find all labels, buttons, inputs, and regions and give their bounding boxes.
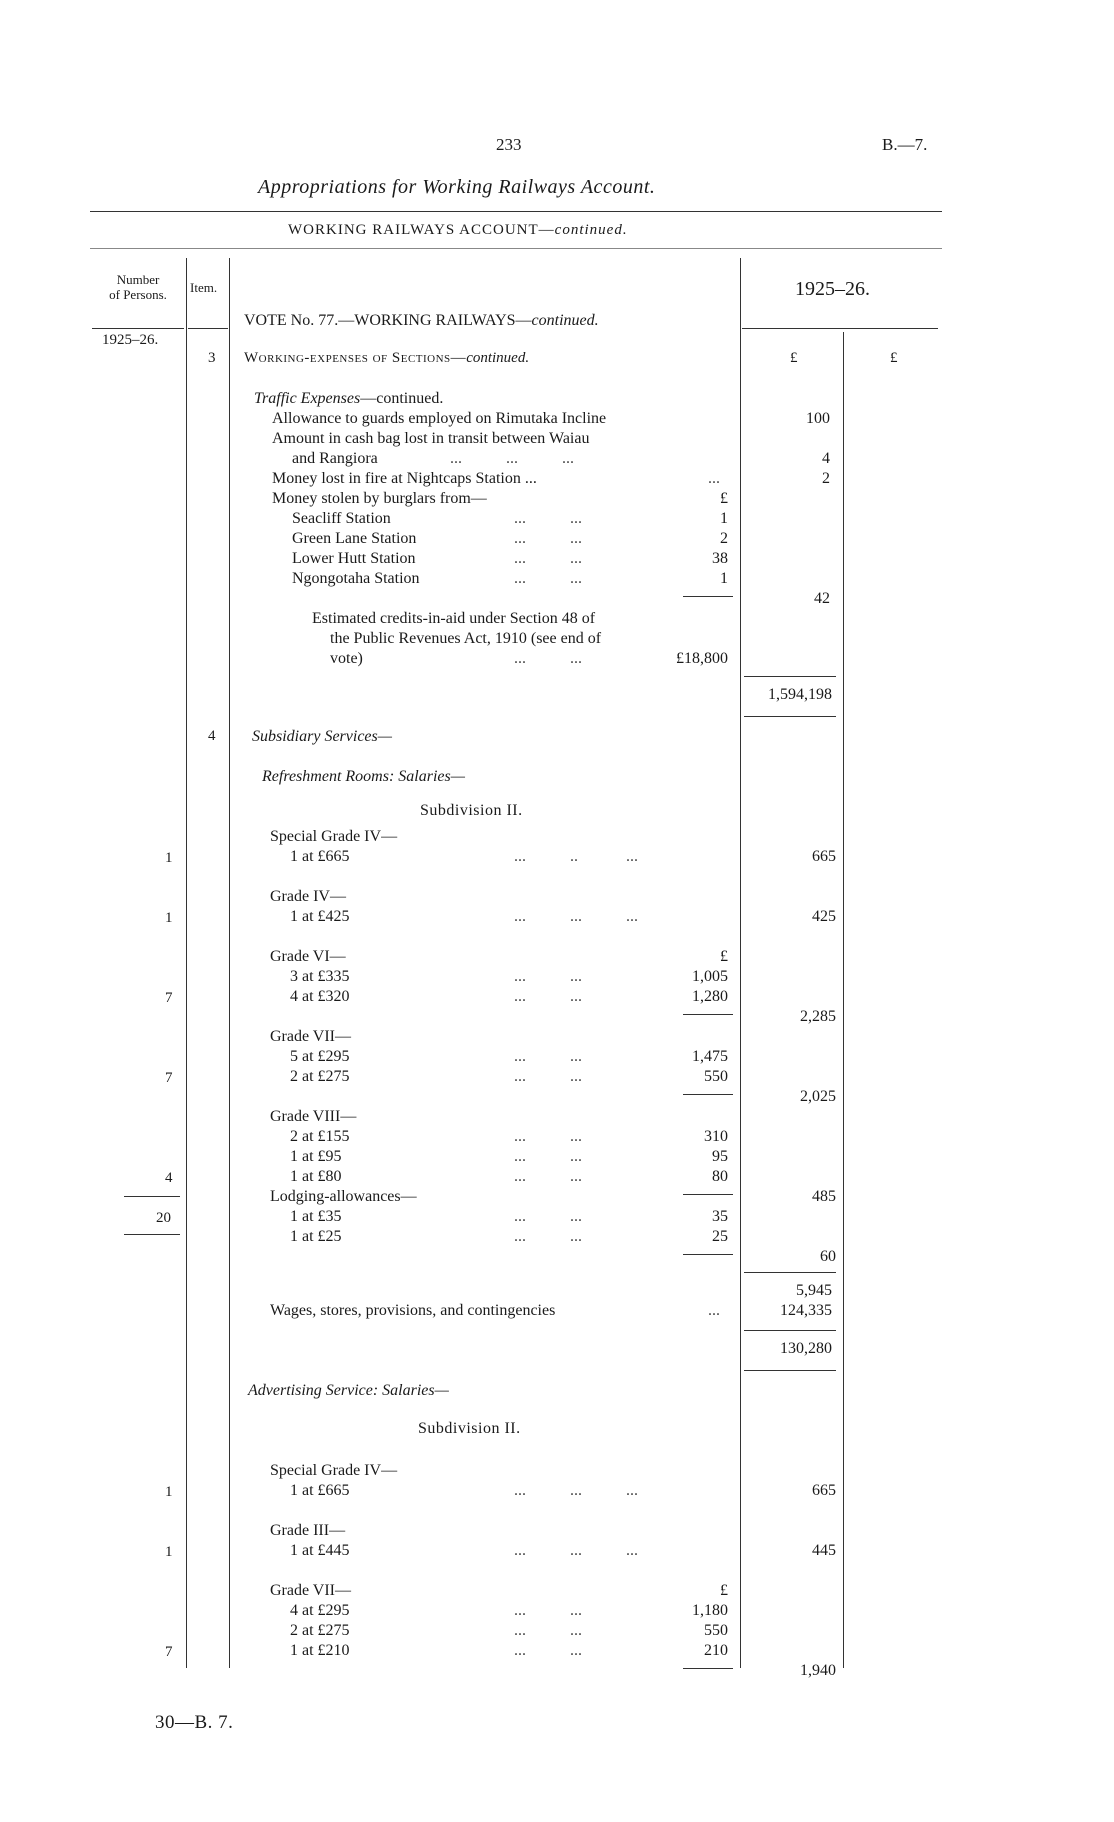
burglary-label: Money stolen by burglars from— <box>272 490 487 507</box>
item-3-total: 1,594,198 <box>768 686 832 703</box>
salaries-total-rule <box>744 1272 836 1273</box>
station-name-ngongotaha: Ngongotaha Station <box>292 570 420 587</box>
grade-iv-dots: ... ... ... <box>514 908 638 925</box>
persons-header-line1: Number <box>116 272 160 287</box>
adv-grade-vii-subtotal-rule <box>683 1668 733 1669</box>
vote-title-continued: continued. <box>531 312 599 329</box>
lodging-line1: 1 at £35 <box>290 1208 342 1225</box>
grade-vii-label: Grade VII— <box>270 1028 352 1045</box>
adv-grade-vii-line1: 4 at £295 <box>290 1602 350 1619</box>
item-3-total-rule-bottom <box>744 716 836 717</box>
lodging-line2: 1 at £25 <box>290 1228 342 1245</box>
credits-leader-dots: ... ... <box>514 650 582 667</box>
special-grade-iv-label: Special Grade IV— <box>270 828 398 845</box>
persons-head-rule <box>92 328 184 329</box>
grade-viii-subtotal-rule <box>683 1194 733 1195</box>
grade-viii-dots: ... ... <box>514 1128 582 1145</box>
station-name-green-lane: Green Lane Station <box>292 530 417 547</box>
section-subtitle <box>288 222 628 239</box>
cash-bag-label-line1: Amount in cash bag lost in transit between Waiau <box>272 430 590 447</box>
subtitle-continued: continued. <box>554 222 628 238</box>
persons-year: 1925–26. <box>102 332 159 348</box>
grade-viii-line3-amount: 80 <box>712 1168 728 1185</box>
grade-iv-amount: 425 <box>812 908 836 925</box>
cash-bag-leader-dots: ... ... ... <box>450 450 574 467</box>
adv-grade-iii-amount: 445 <box>812 1542 836 1559</box>
cash-bag-label-line2: and Rangiora <box>292 450 378 467</box>
grade-vii-dots: ... ... <box>514 1048 582 1065</box>
persons-total: 20 <box>156 1210 171 1226</box>
subsidiary-services-heading: Subsidiary Services— <box>252 728 392 745</box>
refreshment-total: 130,280 <box>780 1340 832 1357</box>
grade-viii-line2-amount: 95 <box>712 1148 728 1165</box>
station-leader-dots: ... ... <box>514 570 582 587</box>
grade-vi-dots: ... ... <box>514 988 582 1005</box>
wages-amount: 124,335 <box>780 1302 832 1319</box>
grade-vii-subtotal-rule <box>683 1094 733 1095</box>
grade-vi-line2-amount: 1,280 <box>692 988 728 1005</box>
persons-total-rule-top <box>124 1196 180 1197</box>
grade-viii-line1: 2 at £155 <box>290 1128 350 1145</box>
grade-vii-total: 2,025 <box>800 1088 836 1105</box>
pound-symbol-col1: £ <box>790 350 798 366</box>
adv-special-grade-iv-line: 1 at £665 <box>290 1482 350 1499</box>
grade-iv-line: 1 at £425 <box>290 908 350 925</box>
sheet-signature: 30—B. 7. <box>155 1712 234 1733</box>
lodging-line2-amount: 25 <box>712 1228 728 1245</box>
adv-special-grade-iv-persons: 1 <box>165 1484 173 1500</box>
fire-loss-label: Money lost in fire at Nightcaps Station ... <box>272 470 537 487</box>
grade-vi-line1: 3 at £335 <box>290 968 350 985</box>
persons-header-line2: of Persons. <box>109 287 167 302</box>
amount-head-rule <box>742 328 938 329</box>
amount-column-rule <box>740 258 741 1668</box>
grade-viii-line2: 1 at £95 <box>290 1148 342 1165</box>
adv-grade-vii-line2: 2 at £275 <box>290 1622 350 1639</box>
total-column-rule <box>843 332 844 1668</box>
lodging-dots: ... ... <box>514 1228 582 1245</box>
advertising-service-heading: Advertising Service: Salaries— <box>248 1382 449 1399</box>
item-header: Item. <box>190 280 218 295</box>
stolen-total-amount: 42 <box>814 590 830 607</box>
station-leader-dots: ... ... <box>514 550 582 567</box>
burglary-pound-symbol: £ <box>720 490 728 507</box>
lodging-allowances-label: Lodging-allowances— <box>270 1188 417 1205</box>
vote-title-main: VOTE No. 77.—WORKING RAILWAYS— <box>244 312 532 329</box>
grade-vi-line2: 4 at £320 <box>290 988 350 1005</box>
grade-viii-label: Grade VIII— <box>270 1108 357 1125</box>
adv-grade-vii-line1-amount: 1,180 <box>692 1602 728 1619</box>
persons-column-rule <box>186 258 187 1668</box>
lodging-line1-amount: 35 <box>712 1208 728 1225</box>
grade-iv-persons: 1 <box>165 910 173 926</box>
station-amount-lower-hutt: 38 <box>712 550 728 567</box>
wages-label: Wages, stores, provisions, and contingencies <box>270 1302 556 1319</box>
grade-viii-line1-amount: 310 <box>704 1128 728 1145</box>
adv-grade-iii-label: Grade III— <box>270 1522 346 1539</box>
station-name-lower-hutt: Lower Hutt Station <box>292 550 416 567</box>
page-title: Appropriations for Working Railways Account. <box>258 176 656 198</box>
grade-vi-persons: 7 <box>165 990 173 1006</box>
special-grade-iv-amount: 665 <box>812 848 836 865</box>
adv-grade-vii-dots: ... ... <box>514 1622 582 1639</box>
station-name-seacliff: Seacliff Station <box>292 510 391 527</box>
grade-vi-total: 2,285 <box>800 1008 836 1025</box>
grade-vii-line2: 2 at £275 <box>290 1068 350 1085</box>
wages-dots: ... <box>708 1302 720 1319</box>
station-amount-seacliff: 1 <box>720 510 728 527</box>
cash-bag-amount: 4 <box>822 450 830 467</box>
grade-vii-persons: 7 <box>165 1070 173 1086</box>
grade-vi-pound-symbol: £ <box>720 948 728 965</box>
refreshment-total-rule-bottom <box>744 1370 836 1371</box>
grade-viii-line3: 1 at £80 <box>290 1168 342 1185</box>
station-amount-ngongotaha: 1 <box>720 570 728 587</box>
pound-symbol-col2: £ <box>890 350 898 366</box>
adv-special-grade-iv-amount: 665 <box>812 1482 836 1499</box>
fire-loss-amount: 2 <box>822 470 830 487</box>
item-3-heading <box>244 350 529 367</box>
guards-allowance-label: Allowance to guards employed on Rimutaka Incline <box>272 410 607 427</box>
adv-grade-iii-line: 1 at £445 <box>290 1542 350 1559</box>
refreshment-subdivision: Subdivision II. <box>420 802 523 819</box>
item-3-number: 3 <box>208 350 216 366</box>
grade-vi-subtotal-rule <box>683 1014 733 1015</box>
salaries-total: 5,945 <box>796 1282 832 1299</box>
lodging-total: 60 <box>820 1248 836 1265</box>
persons-header <box>92 272 184 302</box>
station-leader-dots: ... ... <box>514 510 582 527</box>
station-leader-dots: ... ... <box>514 530 582 547</box>
grade-iv-label: Grade IV— <box>270 888 346 905</box>
item-3-heading-main: Working-expenses of Sections— <box>244 350 467 366</box>
credits-in-aid-amount: £18,800 <box>676 650 728 667</box>
adv-grade-vii-line3-amount: 210 <box>704 1642 728 1659</box>
lodging-dots: ... ... <box>514 1208 582 1225</box>
grade-vii-line1-amount: 1,475 <box>692 1048 728 1065</box>
grade-vi-dots: ... ... <box>514 968 582 985</box>
grade-vii-line1: 5 at £295 <box>290 1048 350 1065</box>
special-grade-iv-persons: 1 <box>165 850 173 866</box>
traffic-expenses-main: Traffic Expenses <box>254 390 361 407</box>
subtitle-rule <box>90 248 942 249</box>
credits-in-aid-line2: the Public Revenues Act, 1910 (see end of <box>330 630 602 647</box>
adv-grade-vii-line3: 1 at £210 <box>290 1642 350 1659</box>
adv-grade-vii-line2-amount: 550 <box>704 1622 728 1639</box>
grade-vi-label: Grade VI— <box>270 948 346 965</box>
document-ref: B.—7. <box>882 135 928 154</box>
title-rule <box>90 211 942 212</box>
adv-grade-iii-persons: 1 <box>165 1544 173 1560</box>
persons-total-rule-bottom <box>124 1234 180 1235</box>
traffic-expenses-continued: —continued. <box>360 390 444 407</box>
adv-grade-vii-dots: ... ... <box>514 1602 582 1619</box>
item-4-number: 4 <box>208 728 216 744</box>
guards-allowance-amount: 100 <box>806 410 830 427</box>
grade-vii-dots: ... ... <box>514 1068 582 1085</box>
advertising-subdivision: Subdivision II. <box>418 1420 521 1437</box>
station-amount-green-lane: 2 <box>720 530 728 547</box>
traffic-expenses-heading <box>254 390 443 408</box>
grade-viii-total: 485 <box>812 1188 836 1205</box>
grade-vi-line1-amount: 1,005 <box>692 968 728 985</box>
item-3-total-rule-top <box>744 676 836 677</box>
item-3-heading-continued: continued. <box>466 350 530 366</box>
fire-loss-leader-dots: ... <box>708 470 720 487</box>
page-number: 233 <box>496 135 522 154</box>
special-grade-iv-line: 1 at £665 <box>290 848 350 865</box>
special-grade-iv-dots: ... .. ... <box>514 848 638 865</box>
lodging-subtotal-rule <box>683 1254 733 1255</box>
adv-special-grade-iv-label: Special Grade IV— <box>270 1462 398 1479</box>
adv-special-grade-iv-dots: ... ... ... <box>514 1482 638 1499</box>
subtitle-main: WORKING RAILWAYS ACCOUNT— <box>288 222 555 238</box>
credits-in-aid-line1: Estimated credits-in-aid under Section 48 of <box>312 610 596 627</box>
adv-grade-vii-persons: 7 <box>165 1644 173 1660</box>
adv-grade-vii-total: 1,940 <box>800 1662 836 1679</box>
adv-grade-vii-pound-symbol: £ <box>720 1582 728 1599</box>
refreshment-rooms-heading: Refreshment Rooms: Salaries— <box>262 768 465 785</box>
credits-in-aid-line3: vote) <box>330 650 363 667</box>
item-head-rule <box>188 328 228 329</box>
vote-title <box>244 312 599 330</box>
stolen-subtotal-rule <box>683 596 733 597</box>
refreshment-total-rule-top <box>744 1330 836 1331</box>
grade-vii-line2-amount: 550 <box>704 1068 728 1085</box>
grade-viii-dots: ... ... <box>514 1148 582 1165</box>
grade-viii-dots: ... ... <box>514 1168 582 1185</box>
adv-grade-vii-label: Grade VII— <box>270 1582 352 1599</box>
grade-viii-persons: 4 <box>165 1170 173 1186</box>
item-column-rule <box>229 258 230 1668</box>
adv-grade-iii-dots: ... ... ... <box>514 1542 638 1559</box>
adv-grade-vii-dots: ... ... <box>514 1642 582 1659</box>
year-header: 1925–26. <box>795 278 870 300</box>
